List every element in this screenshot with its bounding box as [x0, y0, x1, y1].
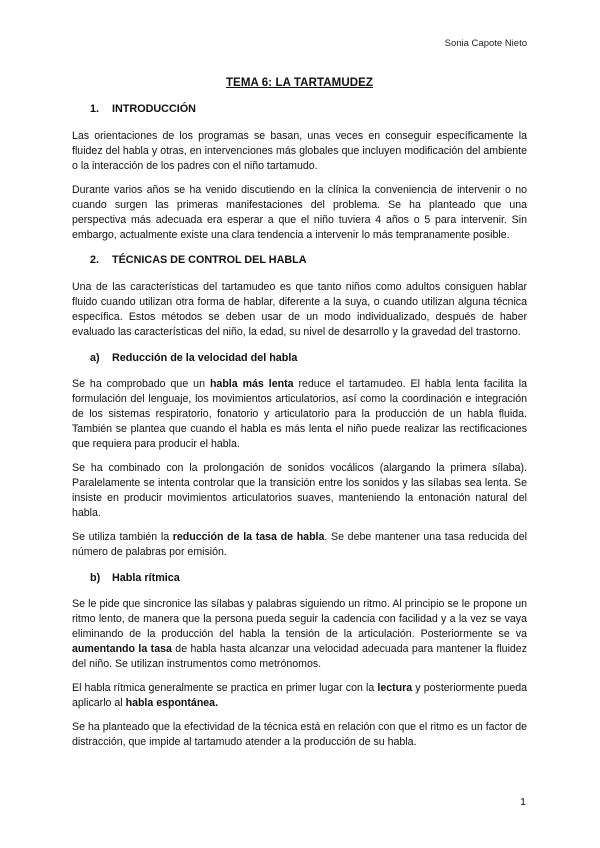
subsection-b-title: Habla rítmica [112, 572, 180, 584]
subsection-a-paragraph-2: Se ha combinado con la prolongación de sonidos vocálicos (alargando la primera sílaba). Paralelamente se intenta controlar que la transición entre los sonidos y las sílabas sea lenta. Se insiste en producir movimientos articulatorios suaves, manteniendo la entonación natural del habla. [72, 462, 527, 519]
header-author: Sonia Capote Nieto [444, 38, 527, 49]
bold-phrase: lectura [377, 682, 413, 694]
subsection-a-paragraph-1 [72, 377, 527, 452]
section-2-title: TÉCNICAS DE CONTROL DEL HABLA [112, 254, 307, 266]
document-body [72, 76, 527, 759]
bold-phrase: aumentando la tasa [72, 643, 172, 655]
text-run: Se ha comprobado que un [72, 378, 210, 390]
section-1-paragraph-2: Durante varios años se ha venido discutiendo en la clínica la conveniencia de intervenir o no cuando surgen las primeras manifestaciones del problema. Se ha planteado que una perspectiva más adecuada era esperar a que el niño tuviera 4 años o 5 para intervenir. Sin embargo, actualmente existe una clara tendencia a intervenir lo más tempranamente posible. [72, 184, 527, 241]
subsection-b-paragraph-1 [72, 597, 527, 672]
section-1-paragraph-1: Las orientaciones de los programas se basan, unas veces en conseguir específicamente la fluidez del habla y otras, en intervenciones más globales que incluyen modificación del ambiente o la interacción de los padres con el niño tartamudo. [72, 130, 527, 172]
section-2-heading [90, 253, 527, 268]
subsection-a-title: Reducción de la velocidad del habla [112, 352, 298, 364]
subsection-a-heading [90, 351, 527, 366]
section-2-paragraph-1: Una de las características del tartamudeo es que tanto niños como adultos consiguen hablar fluido cuando utilizan otra forma de hablar, diferente a la suya, o cuando utilizan alguna técnica específica. Estos métodos se deben usar de un modo individualizado, después de haber evaluado las características del niño, la edad, su nivel de desarrollo y la gravedad del trastorno. [72, 281, 527, 338]
page-number: 1 [520, 796, 526, 808]
text-run: El habla rítmica generalmente se practica en primer lugar con la [72, 682, 378, 694]
text-run: y posteriormente pueda aplicarlo al [72, 682, 528, 709]
text-run: Se le pide que sincronice las sílabas y palabras siguiendo un ritmo. Al principio se le propone un ritmo lento, de manera que la persona pueda seguir la cadencia con facilidad y a la vez se vaya eliminando de la producción del habla la tensión de la articulación. Posteriormente se va [72, 598, 527, 640]
subsection-b-heading [90, 571, 527, 586]
section-2-number: 2. [90, 254, 100, 266]
subsection-a-paragraph-3 [72, 530, 527, 560]
text-run: . Se debe mantener una tasa reducida del número de palabras por emisión. [72, 531, 527, 558]
bold-phrase: habla más lenta [209, 378, 294, 390]
text-run: reduce el tartamudeo. El habla lenta facilita la formulación del lenguaje, los movimientos articulatorios, así como la coordinación e integración de los sistemas respiratorio, fonatorio y articulatorio para la producción de un habla fluida. También se plantea que cuando el habla es más lenta el niño puede realizar las rectificaciones que requiera para producir el habla. [72, 378, 528, 450]
section-1-heading [90, 102, 527, 117]
bold-phrase: habla espontánea. [125, 697, 219, 709]
subsection-b-paragraph-3: Se ha planteado que la efectividad de la técnica está en relación con que el ritmo es un factor de distracción, que impide al tartamudo atender a la producción de su habla. [72, 721, 527, 748]
text-run: Se utiliza también la [72, 531, 173, 543]
section-1-number: 1. [90, 103, 100, 115]
bold-phrase: reducción de la tasa de habla [172, 531, 325, 543]
subsection-a-number: a) [90, 352, 100, 364]
subsection-b-paragraph-2 [72, 681, 527, 711]
section-1-title: INTRODUCCIÓN [112, 103, 196, 115]
text-run: de habla hasta alcanzar una velocidad adecuada para mantener la fluidez del niño. Se utilizan instrumentos como metrónomos. [72, 643, 528, 670]
subsection-b-number: b) [90, 572, 101, 584]
document-title: TEMA 6: LA TARTAMUDEZ [225, 77, 374, 89]
